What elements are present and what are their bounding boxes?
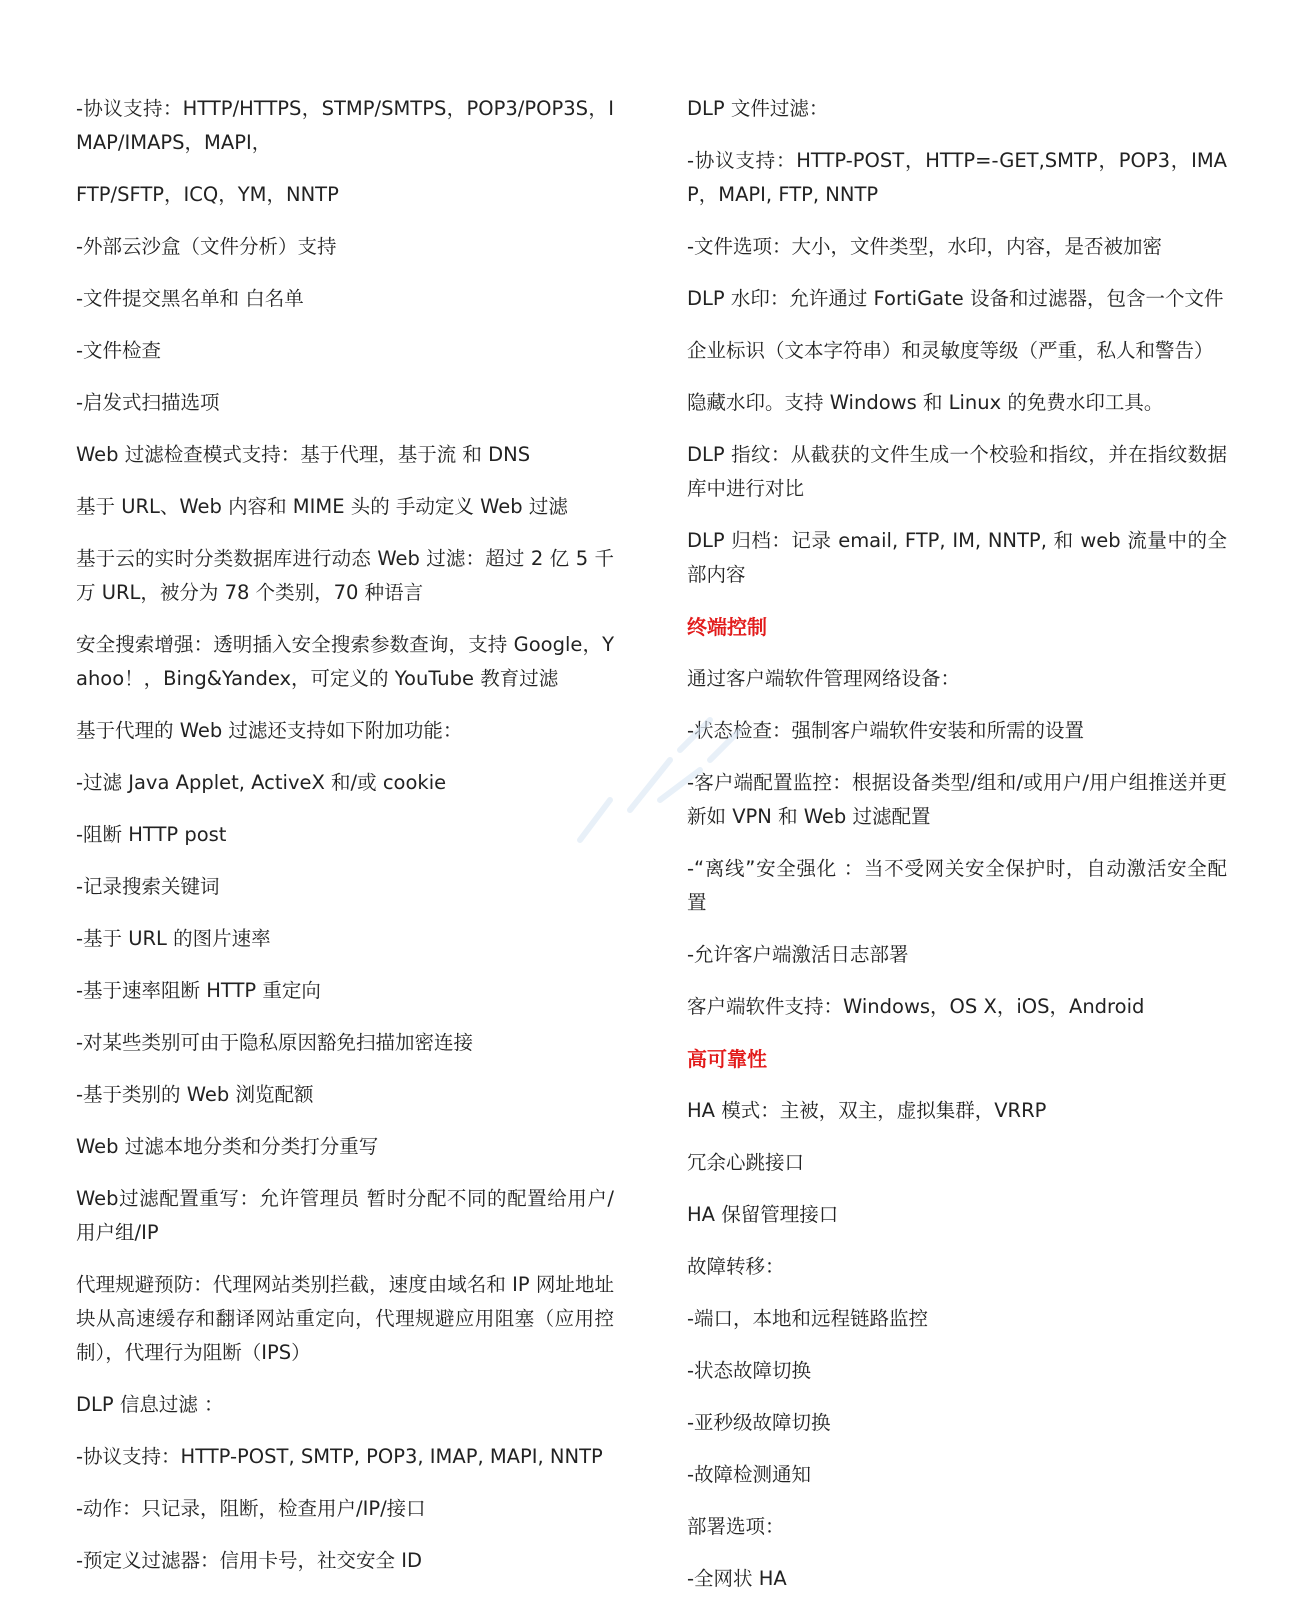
paragraph: 代理规避预防：代理网站类别拦截，速度由域名和 IP 网址地址块从高速缓存和翻译网站重定向，代理规避应用阻塞（应用控制），代理行为阻断（IPS） bbox=[76, 1273, 614, 1364]
paragraph: -基于 URL 的图片速率 bbox=[76, 927, 271, 950]
paragraph: -启发式扫描选项 bbox=[76, 391, 220, 414]
paragraph: 基于云的实时分类数据库进行动态 Web 过滤：超过 2 亿 5 千万 URL，被分为 78 个类别，70 种语言 bbox=[76, 547, 614, 604]
paragraph: DLP 归档：记录 email, FTP, IM, NNTP, 和 web 流量中的全部内容 bbox=[687, 529, 1227, 586]
paragraph: -记录搜索关键词 bbox=[76, 875, 220, 898]
paragraph: -亚秒级故障切换 bbox=[687, 1411, 831, 1434]
paragraph: 通过客户端软件管理网络设备： bbox=[687, 667, 961, 690]
paragraph: DLP 文件过滤： bbox=[687, 97, 829, 120]
paragraph: 客户端软件支持：Windows，OS X，iOS，Android bbox=[687, 995, 1145, 1018]
paragraph: -文件选项：大小，文件类型，水印，内容，是否被加密 bbox=[687, 235, 1163, 258]
left-column bbox=[76, 92, 614, 1596]
paragraph: -文件检查 bbox=[76, 339, 162, 362]
paragraph: -外部云沙盒（文件分析）支持 bbox=[76, 235, 337, 258]
paragraph: -过滤 Java Applet, ActiveX 和/或 cookie bbox=[76, 771, 447, 794]
paragraph: Web 过滤检查模式支持：基于代理，基于流 和 DNS bbox=[76, 443, 531, 466]
paragraph: -动作：只记录，阻断，检查用户/IP/接口 bbox=[76, 1497, 426, 1520]
paragraph: -全网状 HA bbox=[687, 1567, 787, 1590]
paragraph: -客户端配置监控：根据设备类型/组和/或用户/用户组推送并更新如 VPN 和 Web 过滤配置 bbox=[687, 771, 1227, 828]
paragraph: 故障转移： bbox=[687, 1255, 785, 1278]
paragraph: Web 过滤本地分类和分类打分重写 bbox=[76, 1135, 379, 1158]
paragraph: -协议支持：HTTP/HTTPS，STMP/SMTPS，POP3/POP3S，IMAP/IMAPS，MAPI， bbox=[76, 97, 614, 154]
right-column bbox=[687, 92, 1227, 1614]
paragraph: -状态故障切换 bbox=[687, 1359, 812, 1382]
paragraph: 基于 URL、Web 内容和 MIME 头的 手动定义 Web 过滤 bbox=[76, 495, 568, 518]
section-heading: 终端控制 bbox=[687, 615, 767, 639]
paragraph: 部署选项： bbox=[687, 1515, 785, 1538]
paragraph: -对某些类别可由于隐私原因豁免扫描加密连接 bbox=[76, 1031, 474, 1054]
paragraph: DLP 信息过滤 ： bbox=[76, 1393, 224, 1416]
paragraph: -“离线”安全强化 ：当不受网关安全保护时，自动激活安全配置 bbox=[687, 857, 1227, 914]
paragraph: -阻断 HTTP post bbox=[76, 823, 227, 846]
paragraph: 安全搜索增强：透明插入安全搜索参数查询，支持 Google，Yahoo！，Bing&Yandex，可定义的 YouTube 教育过滤 bbox=[76, 633, 614, 690]
paragraph: HA 保留管理接口 bbox=[687, 1203, 839, 1226]
paragraph: -状态检查：强制客户端软件安装和所需的设置 bbox=[687, 719, 1085, 742]
paragraph: DLP 水印：允许通过 FortiGate 设备和过滤器，包含一个文件 bbox=[687, 287, 1224, 310]
paragraph: -文件提交黑名单和 白名单 bbox=[76, 287, 304, 310]
paragraph: -故障检测通知 bbox=[687, 1463, 812, 1486]
paragraph: -基于速率阻断 HTTP 重定向 bbox=[76, 979, 321, 1002]
paragraph: -基于类别的 Web 浏览配额 bbox=[76, 1083, 314, 1106]
paragraph: -端口，本地和远程链路监控 bbox=[687, 1307, 929, 1330]
paragraph: 基于代理的 Web 过滤还支持如下附加功能： bbox=[76, 719, 463, 742]
paragraph: DLP 指纹：从截获的文件生成一个校验和指纹，并在指纹数据库中进行对比 bbox=[687, 443, 1227, 500]
paragraph: -协议支持：HTTP-POST, SMTP, POP3, IMAP, MAPI, NNTP bbox=[76, 1445, 603, 1468]
paragraph: -预定义过滤器：信用卡号，社交安全 ID bbox=[76, 1549, 423, 1572]
paragraph: -协议支持：HTTP-POST，HTTP=-GET,SMTP，POP3，IMAP，MAPI, FTP, NNTP bbox=[687, 149, 1227, 206]
section-heading: 高可靠性 bbox=[687, 1047, 767, 1071]
paragraph: 隐藏水印。支持 Windows 和 Linux 的免费水印工具。 bbox=[687, 391, 1164, 414]
paragraph: FTP/SFTP，ICQ，YM，NNTP bbox=[76, 183, 339, 206]
paragraph: Web过滤配置重写：允许管理员 暂时分配不同的配置给用户/用户组/IP bbox=[76, 1187, 614, 1244]
paragraph: -允许客户端激活日志部署 bbox=[687, 943, 909, 966]
paragraph: 冗余心跳接口 bbox=[687, 1151, 805, 1174]
paragraph: 企业标识（文本字符串）和灵敏度等级（严重，私人和警告） bbox=[687, 339, 1214, 362]
paragraph: HA 模式：主被，双主，虚拟集群，VRRP bbox=[687, 1099, 1047, 1122]
